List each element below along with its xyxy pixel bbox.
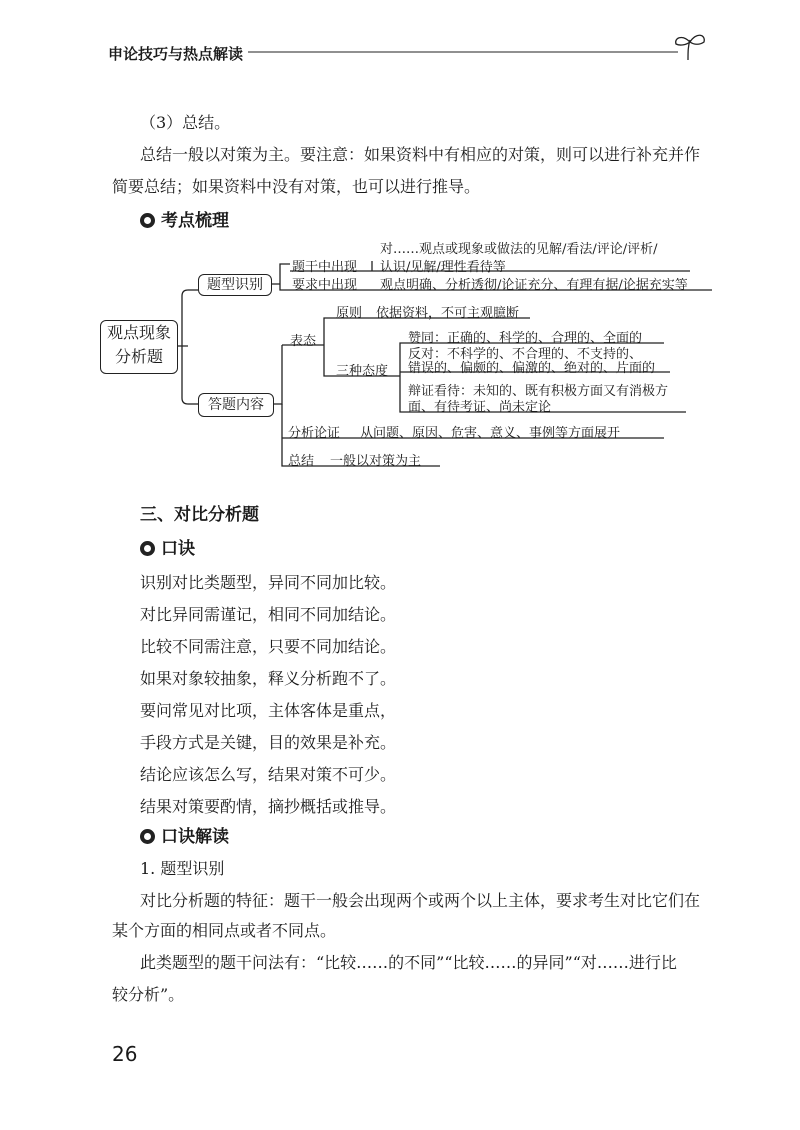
root-node [100,320,178,374]
para2-line1: 此类题型的题干问法有：“比较……的不同”“比较……的异同”“对……进行比 [140,953,677,972]
mnemonic-line: 结果对策要酌情，摘抄概括或推导。 [140,797,397,816]
req-text: 观点明确、分析透彻/论证充分、有理有据/论据充实等 [380,278,688,293]
interpretation-heading [140,822,229,847]
mnemonic-line: 要问常见对比项，主体客体是重点， [140,701,397,720]
root-line1: 观点现象 [106,323,171,342]
sprout-icon [140,829,155,844]
stem-label: 题干中出现 [292,260,358,275]
para1-line2: 某个方面的相同点或者不同点。 [112,921,337,940]
subheading: 1. 题型识别 [140,859,225,878]
mnemonic-line: 识别对比类题型，异同不同加比较。 [140,573,397,592]
para1-line1: 对比分析题的特征：题干一般会出现两个或两个以上主体，要求考生对比它们在 [140,891,701,910]
page-number: 26 [112,1042,138,1066]
stem-text-line2: 认识/见解/理性看待等 [380,260,506,275]
analysis-text: 从问题、原因、危害、意义、事例等方面展开 [360,426,621,441]
node-type-id: 题型识别 [198,274,272,296]
summary-para-line2: 简要总结；如果资料中没有对策，也可以进行推导。 [112,177,481,196]
three-attitudes-label: 三种态度 [336,364,389,379]
conclusion-text: 一般以对策为主 [330,454,422,469]
mnemonic-heading-text: 口诀 [161,539,195,559]
oppose-line2: 错误的、偏颇的、偏激的、绝对的、片面的 [408,361,656,376]
principle-text: 依据资料，不可主观臆断 [376,306,520,321]
section3-title: 三、对比分析题 [140,505,259,525]
interpretation-heading-text: 口诀解读 [161,827,229,847]
mnemonic-heading [140,534,195,559]
root-line2: 分析题 [114,347,163,366]
pen-icon [140,541,155,556]
analysis-label: 分析论证 [288,426,341,441]
oppose-line1: 反对：不科学的、不合理的、不支持的、 [408,347,643,362]
mnemonic-line: 结论应该怎么写，结果对策不可少。 [140,765,397,784]
conclusion-label: 总结 [288,454,315,469]
stance-label: 表态 [290,334,317,349]
para2-line2: 较分析”。 [112,985,185,1004]
principle-label: 原则 [336,306,363,321]
mnemonic-line: 对比异同需谨记，相同不同加结论。 [140,605,397,624]
points-heading-text: 考点梳理 [161,211,229,231]
summary-heading: （3）总结。 [140,113,231,132]
summary-para-line1: 总结一般以对策为主。要注意：如果资料中有相应的对策，则可以进行补充并作 [140,145,701,164]
mnemonic-line: 比较不同需注意，只要不同加结论。 [140,637,397,656]
mnemonic-line: 如果对象较抽象，释义分析跑不了。 [140,669,397,688]
agree-text: 赞同：正确的、科学的、合理的、全面的 [408,331,643,346]
mnemonic-line: 手段方式是关键，目的效果是补充。 [140,733,397,752]
stem-text-line1: 对……观点或现象或做法的见解/看法/评论/评析/ [380,242,658,257]
dialectic-line1: 辩证看待：未知的、既有积极方面又有消极方 [408,384,669,399]
dialectic-line2: 面、有待考证、尚未定论 [408,400,552,415]
node-answer-content: 答题内容 [198,393,274,417]
running-header: 申论技巧与热点解读 [108,45,244,63]
req-label: 要求中出现 [292,278,358,293]
